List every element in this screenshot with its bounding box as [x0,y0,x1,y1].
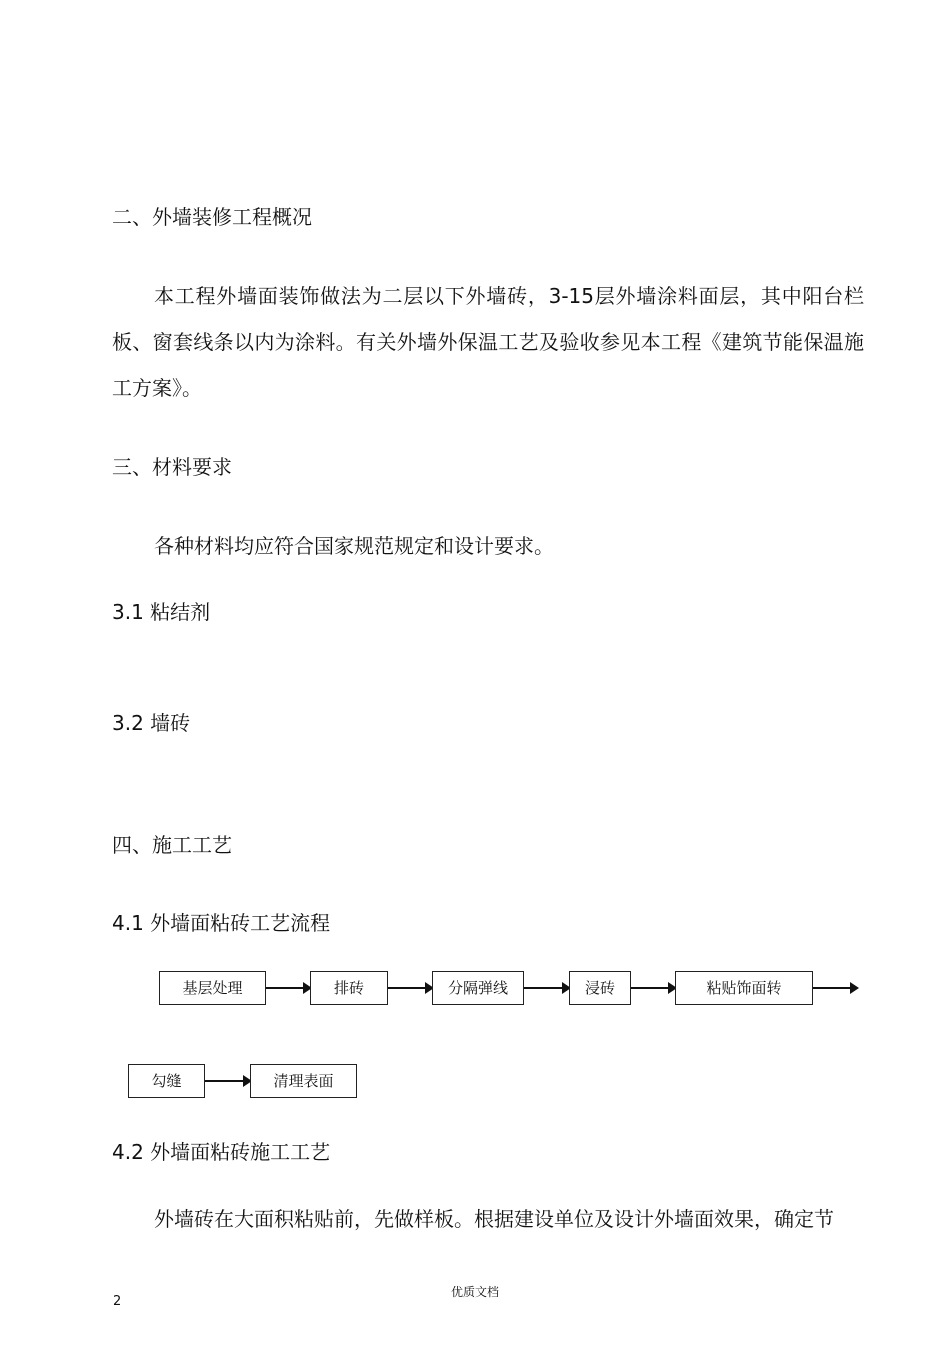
subsection-3-2: 3.2 墙砖 [112,711,191,735]
flow-step-surface-cleaning: 清理表面 [250,1064,357,1098]
footer-label: 优质文档 [450,1285,499,1299]
flow-step-pointing: 勾缝 [128,1064,205,1098]
section-2-paragraph: 本工程外墙面装饰做法为二层以下外墙砖，3-15层外墙涂料面层，其中阳台栏板、窗套线条以内为涂料。有关外墙外保温工艺及验收参见本工程《建筑节能保温施工方案》。 [112,284,864,400]
flow-step-tile-layout: 排砖 [310,971,388,1005]
flow-step-tile-soaking: 浸砖 [569,971,631,1005]
page-number: 2 [113,1294,122,1309]
flow-step-line-marking: 分隔弹线 [432,971,524,1005]
section-4-heading: 四、施工工艺 [112,833,232,857]
flow-arrow [631,987,675,989]
section-3-paragraph: 各种材料均应符合国家规范规定和设计要求。 [154,534,554,558]
section-2-heading: 二、外墙装修工程概况 [112,205,312,229]
flow-arrow [266,987,310,989]
section-3-heading: 三、材料要求 [112,455,232,479]
subsection-3-1: 3.1 粘结剂 [112,600,211,624]
flow-arrow [524,987,569,989]
subsection-4-1: 4.1 外墙面粘砖工艺流程 [112,911,331,935]
flow-arrow [813,987,857,989]
subsection-4-2-paragraph: 外墙砖在大面积粘贴前，先做样板。根据建设单位及设计外墙面效果，确定节 [154,1207,834,1231]
flow-step-base-treatment: 基层处理 [159,971,266,1005]
subsection-4-2: 4.2 外墙面粘砖施工工艺 [112,1140,331,1164]
flow-arrow [205,1080,250,1082]
flow-step-facing-paste: 粘贴饰面转 [675,971,813,1005]
flow-arrow [388,987,432,989]
